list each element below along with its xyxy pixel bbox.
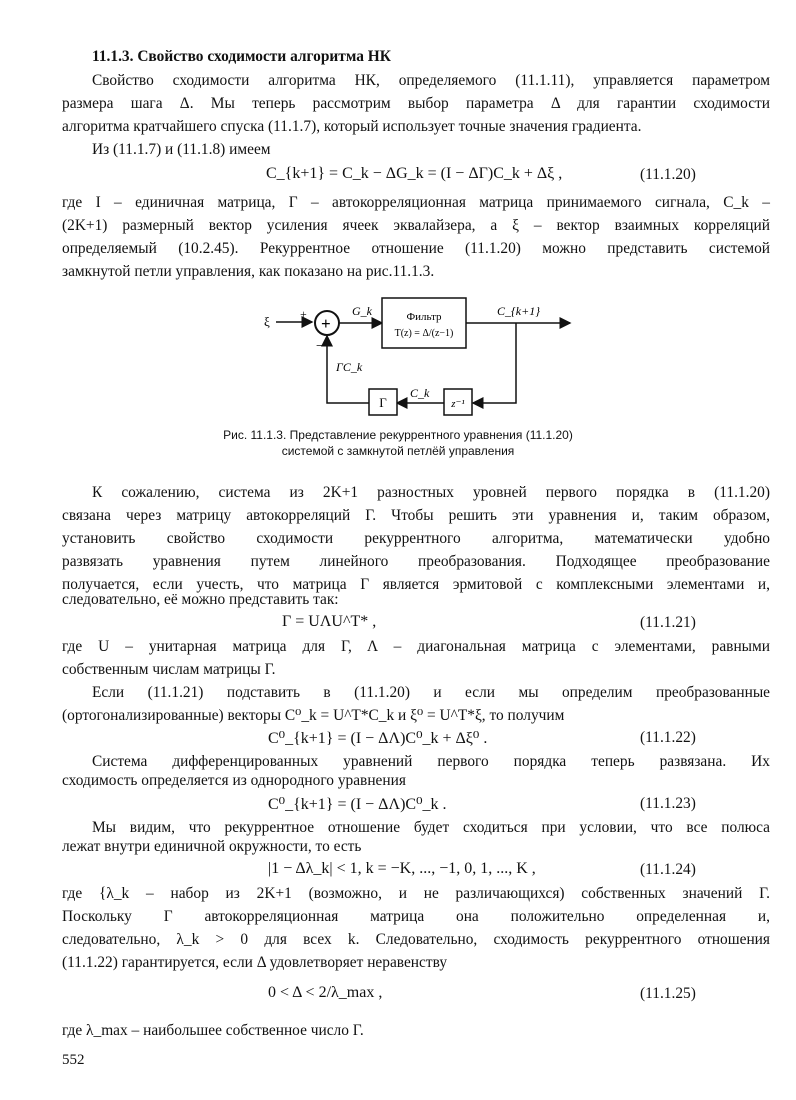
- filter-block: [382, 298, 466, 348]
- text-line: размера шага Δ. Мы теперь рассмотрим выбор параметра Δ для гарантии сходимости: [62, 95, 770, 112]
- text-line: установить свойство сходимости рекуррентного алгоритма, математически удобно: [62, 530, 770, 547]
- text-line: где {λ_k – набор из 2K+1 (возможно, и не различающихся) собственных значений Γ.: [62, 885, 770, 902]
- text-line: (ортогонализированные) векторы C⁰_k = U^T*C_k и ξ⁰ = U^T*ξ, то получим: [62, 707, 565, 724]
- text-line: алгоритма кратчайшего спуска (11.1.7), который использует точные значения градиента.: [62, 118, 642, 135]
- text-line: где λ_max – наибольшее собственное число Γ.: [62, 1022, 364, 1039]
- text-line: Поскольку Γ автокорреляционная матрица она положительно определенная и,: [62, 908, 770, 925]
- feedback-line-right: [473, 323, 516, 403]
- text-line: сходимость определяется из однородного уравнения: [62, 772, 406, 789]
- equation-11-1-20: C_{k+1} = C_k − ΔG_k = (I − ΔΓ)C_k + Δξ ,: [266, 165, 563, 182]
- filter-title: Фильтр: [406, 311, 442, 323]
- text-line: Если (11.1.21) подставить в (11.1.20) и если мы определим преобразованные: [92, 684, 770, 701]
- text-line: связана через матрицу автокорреляций Γ. Чтобы решить эти уравнения и, таким образом,: [62, 507, 770, 524]
- text-line: Система дифференцированных уравнений первого порядка теперь развязана. Их: [92, 753, 770, 770]
- figure-caption-2: системой с замкнутой петлёй управления: [281, 444, 515, 458]
- text-line: следовательно, λ_k > 0 для всех k. Следовательно, сходимость рекуррентного отношения: [62, 931, 770, 948]
- equation-number: (11.1.20): [640, 166, 696, 183]
- text-line: Из (11.1.7) и (11.1.8) имеем: [92, 141, 271, 158]
- gamma-ck-label: ΓC_k: [336, 360, 363, 374]
- text-line: Мы видим, что рекуррентное отношение будет сходиться при условии, что все полюса: [92, 819, 770, 836]
- text-line: (2K+1) размерный вектор усиления ячеек эквалайзера, а ξ – вектор взаимных корреляций: [62, 217, 770, 234]
- text-line: определяемый (10.2.45). Рекуррентное отношение (11.1.20) можно представить системой: [62, 240, 770, 257]
- equation-number: (11.1.25): [640, 985, 696, 1002]
- equation-11-1-22: C⁰_{k+1} = (I − ΔΛ)C⁰_k + Δξ⁰ .: [268, 730, 488, 747]
- text-line: замкнутой петли управления, как показано на рис.11.1.3.: [62, 263, 435, 280]
- summing-plus: +: [321, 314, 331, 333]
- ck-label: C_k: [410, 386, 430, 400]
- equation-11-1-21: Γ = UΛU^T* ,: [282, 613, 377, 630]
- text-line: развязать уравнения путем линейного преобразования. Подходящее преобразование: [62, 553, 770, 570]
- equation-number: (11.1.21): [640, 614, 696, 631]
- minus-sign: −: [316, 339, 324, 354]
- text-line: лежат внутри единичной окружности, то есть: [62, 838, 362, 855]
- equation-number: (11.1.23): [640, 795, 696, 812]
- text-line: К сожалению, система из 2K+1 разностных уровней первого порядка в (11.1.20): [92, 484, 770, 501]
- section-heading: 11.1.3. Свойство сходимости алгоритма НК: [92, 48, 391, 65]
- equation-11-1-24: |1 − Δλ_k| < 1, k = −K, ..., −1, 0, 1, ..., K ,: [268, 860, 536, 877]
- delay-label: z⁻¹: [451, 398, 465, 410]
- filter-transfer-function: T(z) = Δ/(z−1): [394, 328, 454, 339]
- equation-11-1-23: C⁰_{k+1} = (I − ΔΛ)C⁰_k .: [268, 796, 447, 813]
- text-line: где I – единичная матрица, Γ – автокорреляционная матрица принимаемого сигнала, C_k –: [62, 194, 770, 211]
- gk-label: G_k: [352, 304, 372, 318]
- figure-caption: Рис. 11.1.3. Представление рекуррентного уравнения (11.1.20): [223, 428, 573, 442]
- text-line: где U – унитарная матрица для Γ, Λ – диагональная матрица с элементами, равными: [62, 638, 770, 655]
- equation-11-1-25: 0 < Δ < 2/λ_max ,: [268, 984, 383, 1001]
- text-line: следовательно, её можно представить так:: [62, 591, 339, 608]
- input-xi-label: ξ: [264, 314, 270, 329]
- output-label: C_{k+1}: [497, 304, 541, 318]
- page-number: 552: [62, 1052, 85, 1068]
- equation-number: (11.1.24): [640, 861, 696, 878]
- text-line: получается, если учесть, что матрица Γ является эрмитовой с комплексными элементами и,: [62, 576, 770, 593]
- text-line: собственным числам матрицы Γ.: [62, 661, 276, 678]
- gamma-label: Γ: [379, 395, 387, 410]
- plus-sign: +: [300, 307, 307, 321]
- text-line: Свойство сходимости алгоритма НК, определяемого (11.1.11), управляется параметром: [92, 72, 770, 89]
- text-line: (11.1.22) гарантируется, если Δ удовлетворяет неравенству: [62, 954, 448, 971]
- equation-number: (11.1.22): [640, 729, 696, 746]
